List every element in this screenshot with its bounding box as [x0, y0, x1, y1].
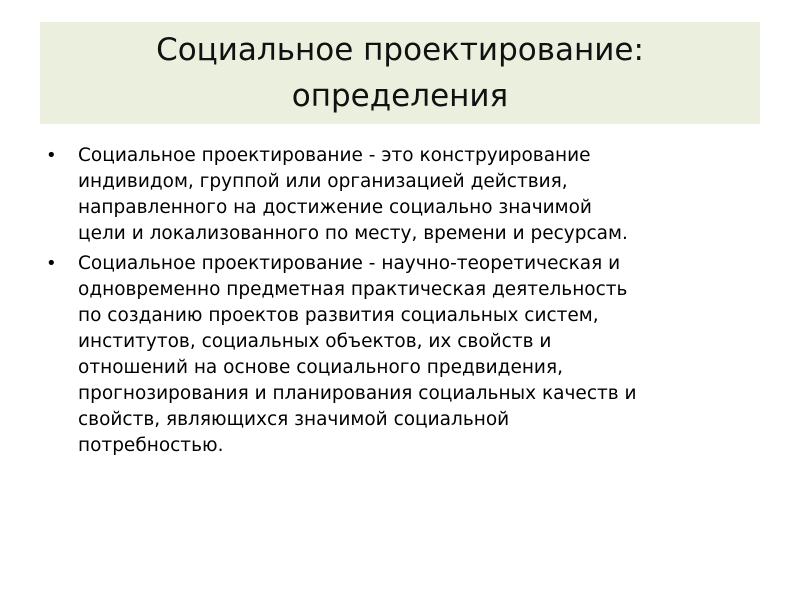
bullet-line: цели и локализованного по месту, времени и ресурсам. — [78, 223, 628, 244]
bullet-item — [40, 251, 770, 459]
bullet-text — [78, 143, 770, 247]
title-bar — [40, 22, 760, 124]
bullet-dot-icon: • — [46, 253, 57, 274]
slide-title — [50, 27, 750, 119]
bullet-line: одновременно предметная практическая деятельность — [78, 279, 628, 300]
bullet-line: институтов, социальных объектов, их свойств и — [78, 331, 552, 352]
bullet-line: потребностью. — [78, 435, 224, 456]
bullet-text — [78, 251, 770, 459]
bullet-line: отношений на основе социального предвидения, — [78, 357, 563, 378]
bullet-list — [40, 143, 770, 463]
slide-title-line-1: Социальное проектирование: — [156, 32, 644, 68]
bullet-line: свойств, являющихся значимой социальной — [78, 409, 510, 430]
bullet-line: направленного на достижение социально значимой — [78, 197, 592, 218]
bullet-line: Социальное проектирование - это конструирование — [78, 145, 591, 166]
bullet-item — [40, 143, 770, 247]
slide-title-line-2: определения — [291, 78, 509, 114]
bullet-line: по созданию проектов развития социальных систем, — [78, 305, 599, 326]
bullet-line: прогнозирования и планирования социальных качеств и — [78, 383, 637, 404]
bullet-dot-icon: • — [46, 145, 57, 166]
bullet-line: Социальное проектирование - научно-теоретическая и — [78, 253, 621, 274]
bullet-line: индивидом, группой или организацией действия, — [78, 171, 568, 192]
